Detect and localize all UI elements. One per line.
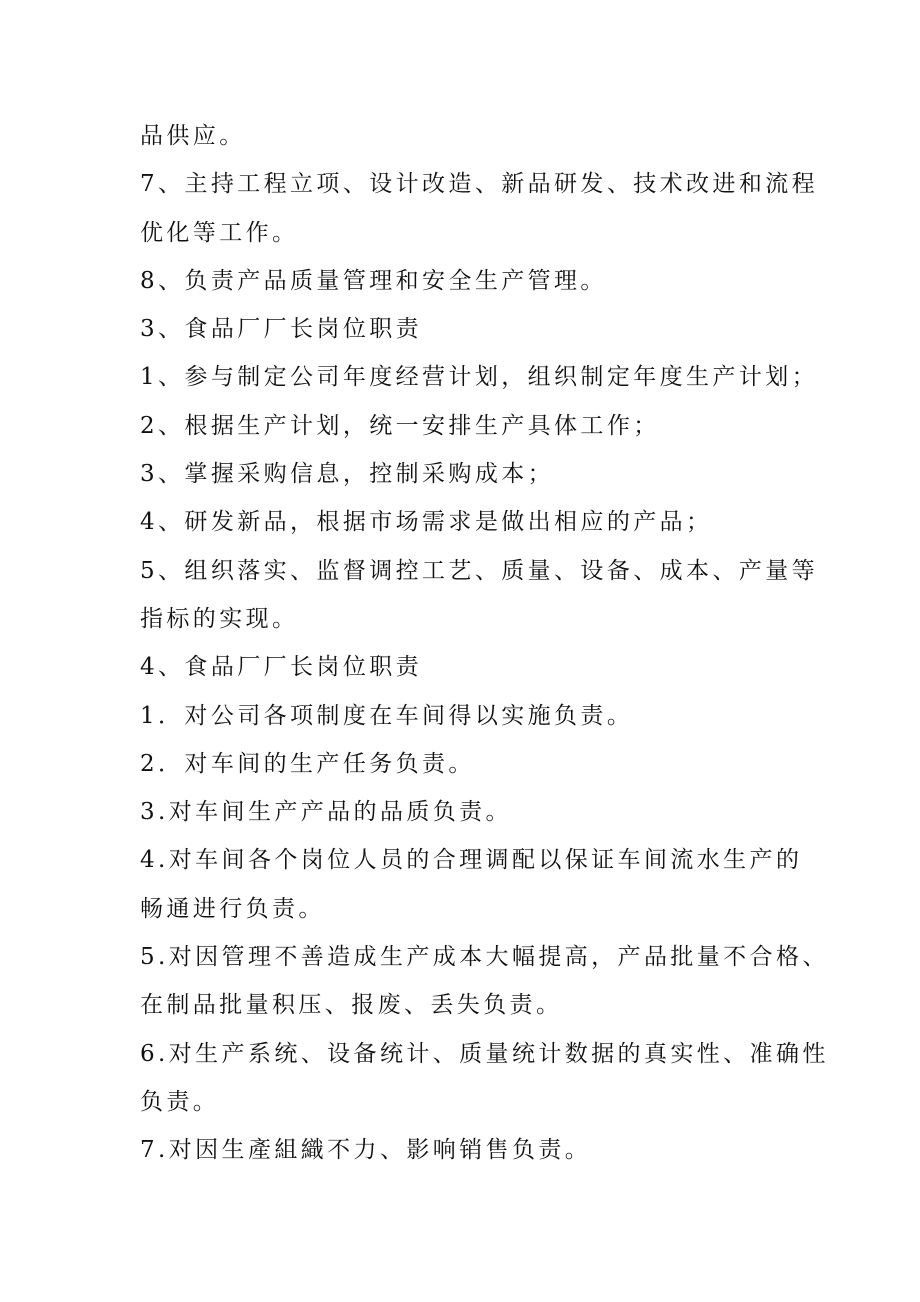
text-line: 2、根据生产计划，统一安排生产具体工作； xyxy=(140,412,660,439)
text-line: 2．对车间的生产任务负责。 xyxy=(140,750,475,777)
text-line: 畅通进行负责。 xyxy=(140,895,325,922)
text-line: 5.对因管理不善造成生产成本大幅提高，产品批量不合格、 xyxy=(140,944,829,971)
text-line: 3.对车间生产产品的品质负责。 xyxy=(140,799,512,826)
text-line: 7、主持工程立项、设计改造、新品研发、技术改进和流程 xyxy=(140,171,819,198)
text-line: 1、参与制定公司年度经营计划，组织制定年度生产计划； xyxy=(140,364,819,391)
text-line: 6.对生产系统、设备统计、质量统计数据的真实性、准确性 xyxy=(140,1040,829,1067)
text-line: 3、掌握采购信息，控制采购成本； xyxy=(140,461,555,488)
text-line: 7.对因生產組織不力、影响销售负责。 xyxy=(140,1137,592,1164)
text-line: 4.对车间各个岗位人员的合理调配以保证车间流水生产的 xyxy=(140,847,803,874)
text-line: 5、组织落实、监督调控工艺、质量、设备、成本、产量等 xyxy=(140,557,819,584)
text-line: 在制品批量积压、报废、丢失负责。 xyxy=(140,992,563,1019)
text-line: 8、负责产品质量管理和安全生产管理。 xyxy=(140,267,607,294)
section-heading: 4、食品厂厂长岗位职责 xyxy=(140,654,423,681)
text-line: 4、研发新品，根据市场需求是做出相应的产品； xyxy=(140,509,713,536)
document-body xyxy=(140,112,829,1175)
text-line: 1．对公司各项制度在车间得以实施负责。 xyxy=(140,702,634,729)
text-line: 负责。 xyxy=(140,1088,220,1115)
text-line: 优化等工作。 xyxy=(140,219,299,246)
text-line: 指标的实现。 xyxy=(140,605,299,632)
section-heading: 3、食品厂厂长岗位职责 xyxy=(140,316,423,343)
text-line: 品供应。 xyxy=(140,123,246,149)
